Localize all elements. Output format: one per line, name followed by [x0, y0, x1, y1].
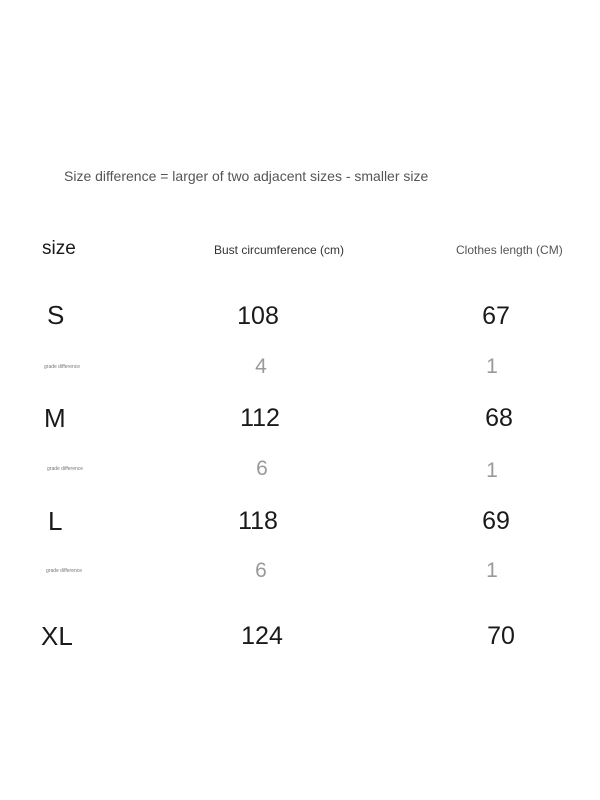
- grade-difference-label: grade difference: [47, 466, 84, 472]
- length-value: 69: [482, 507, 510, 535]
- length-difference: 1: [486, 559, 498, 582]
- length-difference: 1: [486, 459, 498, 482]
- size-label: M: [44, 403, 66, 433]
- bust-difference: 4: [255, 355, 267, 378]
- grade-difference-label: grade difference: [44, 364, 81, 370]
- size-label: L: [48, 506, 63, 536]
- length-difference: 1: [486, 355, 498, 378]
- length-value: 67: [482, 302, 510, 330]
- bust-column-header: Bust circumference (cm): [214, 243, 345, 257]
- size-label: S: [47, 300, 65, 330]
- length-value: 70: [487, 622, 515, 650]
- bust-difference: 6: [256, 457, 268, 480]
- grade-difference-label: grade difference: [46, 568, 83, 574]
- size-column-header: size: [42, 238, 76, 259]
- length-value: 68: [485, 404, 513, 432]
- length-column-header: Clothes length (CM): [456, 243, 563, 257]
- size-label: XL: [41, 621, 73, 651]
- bust-value: 112: [240, 404, 280, 432]
- bust-value: 108: [237, 302, 279, 330]
- bust-value: 124: [241, 622, 283, 650]
- size-difference-note: Size difference = larger of two adjacent sizes - smaller size: [64, 168, 429, 184]
- bust-difference: 6: [255, 559, 267, 582]
- bust-value: 118: [238, 507, 278, 535]
